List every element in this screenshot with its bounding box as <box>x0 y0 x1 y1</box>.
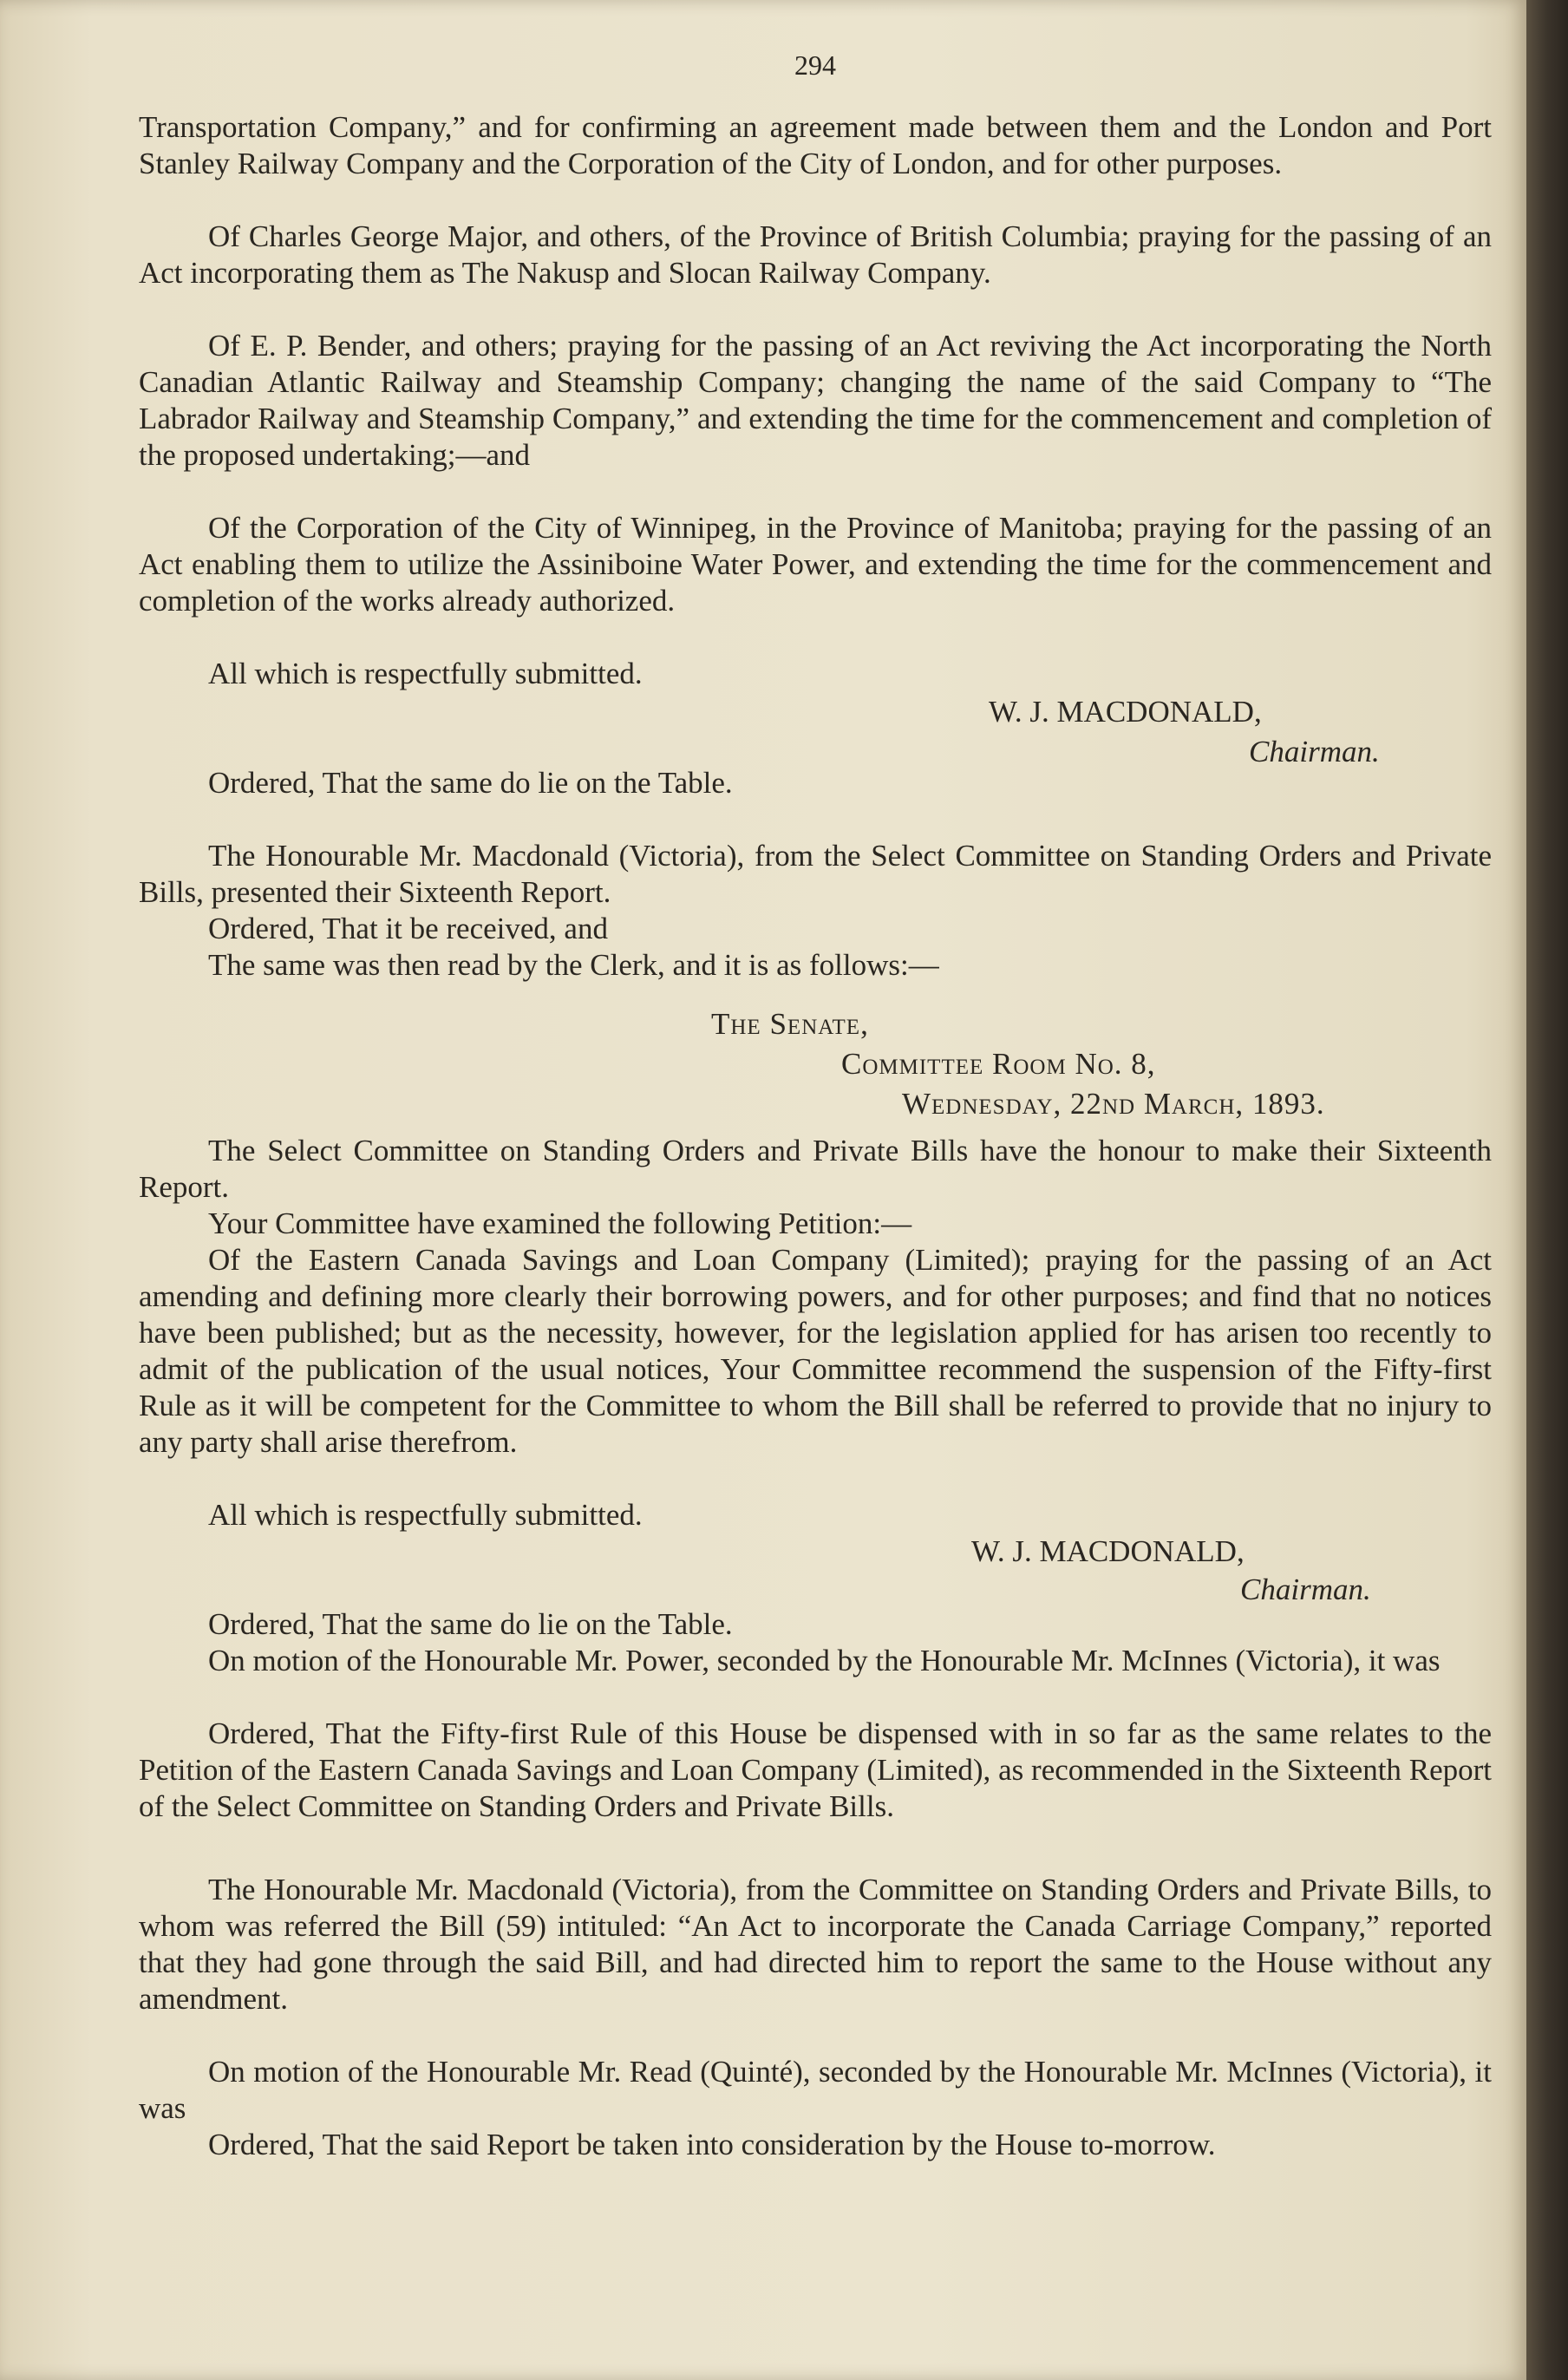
signature-name-2: W. J. MACDONALD, <box>971 1534 1245 1568</box>
paragraph-winnipeg-petition: Of the Corporation of the City of Winnipeg, in the Province of Manitoba; praying for the passing of an Act enabling them to utilize the Assiniboine Water Power, and extending the time for the commencement and completion of the works already authorized. <box>139 511 1492 618</box>
book-edge <box>1526 0 1568 2380</box>
paragraph-transportation: Transportation Company,” and for confirming an agreement made between them and the London and Port Stanley Railway Company and the Corporation of the City of London, and for other purposes. <box>139 110 1492 180</box>
ordered-table-2: Ordered, That the same do lie on the Table. <box>208 1607 733 1641</box>
paragraph-report-intro: The Select Committee on Standing Orders and Private Bills have the honour to make their Sixteenth Report. <box>139 1134 1492 1204</box>
paragraph-read-by-clerk: The same was then read by the Clerk, and it is as follows:— <box>208 948 939 982</box>
report-heading-date: Wednesday, 22nd March, 1893. <box>902 1087 1325 1121</box>
paragraph-submitted-1: All which is respectfully submitted. <box>208 657 643 690</box>
paragraph-petition-intro: Your Committee have examined the following Petition:— <box>208 1206 912 1240</box>
signature-title-1: Chairman. <box>1249 735 1380 768</box>
ordered-table-1: Ordered, That the same do lie on the Table. <box>208 766 733 800</box>
paragraph-consideration-tomorrow: Ordered, That the said Report be taken into consideration by the House to-morrow. <box>208 2128 1216 2161</box>
paragraph-carriage-company-bill: The Honourable Mr. Macdonald (Victoria), from the Committee on Standing Orders and Private Bills, to whom was referred the Bill (59) intituled: “An Act to incorporate the Canada Carriage Company,” reported that they had gone through the said Bill, and had directed him to report the same to the House without any amendment. <box>139 1873 1492 2016</box>
paragraph-read-motion: On motion of the Honourable Mr. Read (Quinté), seconded by the Honourable Mr. McInnes (Victoria), it was <box>139 2055 1492 2125</box>
paragraph-major-petition: Of Charles George Major, and others, of the Province of British Columbia; praying for the passing of an Act incorporating them as The Nakusp and Slocan Railway Company. <box>139 219 1492 290</box>
report-heading-room: Committee Room No. 8, <box>841 1047 1156 1081</box>
paragraph-bender-petition: Of E. P. Bender, and others; praying for the passing of an Act reviving the Act incorporating the North Canadian Atlantic Railway and Steamship Company; changing the name of the said Company to “The Labrador Railway and Steamship Company,” and extending the time for the commencement and completion of the proposed undertaking;—and <box>139 329 1492 472</box>
signature-title-2: Chairman. <box>1240 1572 1371 1606</box>
paragraph-submitted-2: All which is respectfully submitted. <box>208 1498 643 1532</box>
signature-name-1: W. J. MACDONALD, <box>989 695 1262 729</box>
paragraph-power-motion: On motion of the Honourable Mr. Power, seconded by the Honourable Mr. McInnes (Victoria), it was <box>208 1644 1441 1677</box>
paragraph-fifty-first-rule: Ordered, That the Fifty-first Rule of this House be dispensed with in so far as the same relates to the Petition of the Eastern Canada Savings and Loan Company (Limited), as recommended in the Sixteenth Report of the Select Committee on Standing Orders and Private Bills. <box>139 1716 1492 1823</box>
paragraph-ordered-received: Ordered, That it be received, and <box>208 912 608 945</box>
paragraph-sixteenth-report: The Honourable Mr. Macdonald (Victoria), from the Select Committee on Standing Orders and Private Bills, presented their Sixteenth Report. <box>139 839 1492 909</box>
report-heading-senate: The Senate, <box>711 1007 869 1041</box>
page-number: 294 <box>794 49 836 81</box>
paragraph-eastern-canada-petition: Of the Eastern Canada Savings and Loan Company (Limited); praying for the passing of an Act amending and defining more clearly their borrowing powers, and for other purposes; and find that no notices have been published; but as the necessity, however, for the legislation applied for has arisen too recently to admit of the publication of the usual notices, Your Committee recommend the suspension of the Fifty-first Rule as it will be competent for the Committee to whom the Bill shall be referred to provide that no injury to any party shall arise therefrom. <box>139 1243 1492 1459</box>
